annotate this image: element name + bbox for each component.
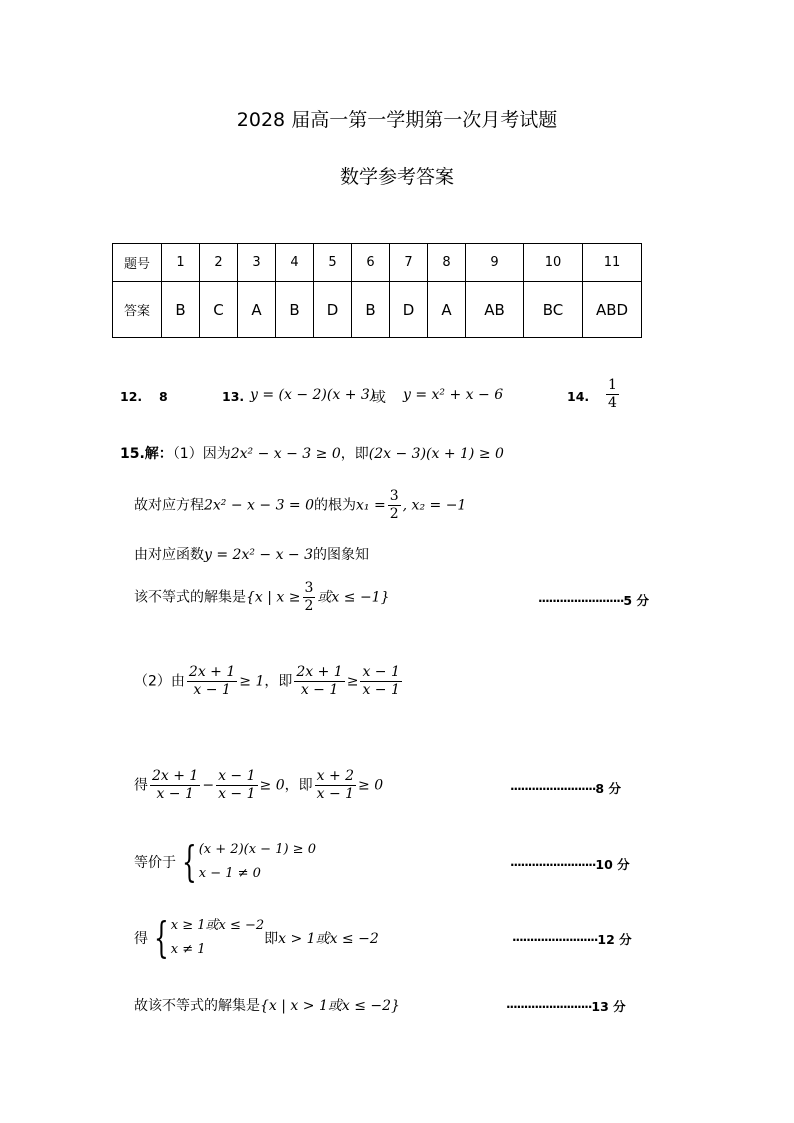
line2-roots-text: 的根为 (314, 497, 357, 514)
q13-label: 13. (222, 389, 245, 404)
score-line-2 (510, 779, 621, 797)
q15-part2-line-3 (134, 838, 316, 886)
dot-leader: ························ (506, 1000, 592, 1014)
minus-sign: − (202, 777, 215, 794)
score-line-1 (538, 591, 649, 609)
line3-end: 的图象知 (313, 547, 370, 563)
score-12: 12 分 (597, 932, 632, 947)
fraction-numerator: 2x + 1 (296, 664, 343, 680)
de-text: 得 (134, 931, 148, 947)
s-ji: 即 (264, 931, 279, 947)
q15-part2-line-1 (134, 664, 404, 699)
q14-label: 14. (567, 389, 590, 404)
table-answer-label: 答案 (113, 282, 162, 338)
set-denominator: 2 (304, 598, 314, 614)
p1-inequality: 2x² − x − 3 ≥ 0 (230, 446, 341, 462)
score-line-4 (512, 930, 632, 948)
answer-cell: D (314, 282, 352, 338)
fraction-denominator: x − 1 (300, 682, 339, 698)
solution-set-a: {x | x ≥ (246, 589, 301, 606)
line2-equation: 2x² − x − 3 = 0 (204, 497, 315, 514)
dot-leader: ························ (538, 594, 624, 608)
q15-part2-line-2 (134, 768, 383, 803)
answer-cell: BC (524, 282, 583, 338)
q14-answer (604, 377, 621, 412)
final-text: 故该不等式的解集是 (134, 998, 260, 1014)
q13-or: 或 (372, 390, 386, 406)
fraction-numerator: x + 2 (316, 768, 355, 784)
answer-cell: B (276, 282, 314, 338)
q15-label: 15.解： (120, 446, 173, 462)
q13-answer-b: y = x² + x − 6 (403, 387, 504, 403)
fraction-denominator: x − 1 (156, 786, 194, 802)
q13-answer-a: y = (x − 2)(x + 3) (250, 387, 376, 403)
left-brace: { (182, 837, 197, 886)
q14-numerator: 1 (608, 377, 617, 393)
answer-cell: ABD (583, 282, 642, 338)
part2-intro: （2）由 (134, 673, 185, 690)
p2-ji: ，即 (264, 673, 293, 690)
q15-part2-line-4 (134, 914, 379, 962)
answer-cell: B (162, 282, 200, 338)
dot-leader: ························ (510, 782, 596, 796)
system-line-1: (x + 2)(x − 1) ≥ 0 (198, 842, 316, 857)
table-header-label: 题号 (113, 244, 162, 282)
answer-table (112, 243, 642, 338)
solution-set-b: 或x ≤ −1} (317, 589, 390, 606)
line3-text: 由对应函数 (134, 547, 204, 563)
x1-denominator: 2 (389, 506, 399, 522)
question-number: 9 (466, 244, 524, 282)
score-10: 10 分 (595, 857, 630, 872)
question-number: 8 (428, 244, 466, 282)
question-number: 7 (390, 244, 428, 282)
question-number: 1 (162, 244, 200, 282)
root-x2: , x₂ = −1 (402, 497, 467, 514)
question-number: 3 (238, 244, 276, 282)
q12-answer: 8 (159, 389, 168, 404)
x1-numerator: 3 (389, 488, 399, 504)
q15-line-2 (134, 488, 466, 523)
p1-factored: (2x − 3)(x + 1) ≥ 0 (368, 446, 504, 462)
answer-cell: A (428, 282, 466, 338)
question-number: 6 (352, 244, 390, 282)
root-x1: x₁ = (356, 497, 386, 514)
question-number: 2 (200, 244, 238, 282)
ge-sign: ≥ (346, 673, 359, 690)
score-5: 5 分 (623, 593, 649, 608)
fraction-denominator: x − 1 (362, 682, 400, 698)
q15-final-line (134, 995, 400, 1015)
question-number: 11 (583, 244, 642, 282)
set-numerator: 3 (304, 580, 314, 596)
fraction-denominator: x − 1 (218, 786, 256, 802)
page-title: 2028 届高一第一学期第一次月考试题 (236, 109, 558, 131)
final-set: {x | x > 1或x ≤ −2} (260, 998, 400, 1014)
answer-cell: C (200, 282, 238, 338)
dot-leader: ························ (510, 858, 596, 872)
q15-line-4 (134, 580, 390, 615)
question-number: 5 (314, 244, 352, 282)
q12-label: 12. (120, 389, 143, 404)
de-text: 得 (134, 777, 148, 794)
system-result: x > 1或x ≤ −2 (278, 931, 379, 947)
ge-zero: ≥ 0 (358, 777, 384, 794)
question-number: 10 (524, 244, 583, 282)
part1-intro: （1）因为 (172, 446, 231, 462)
p1-ji: ，即 (340, 446, 369, 462)
fraction-numerator: 2x + 1 (152, 768, 199, 784)
system-line-2: x − 1 ≠ 0 (198, 866, 261, 881)
q14-denominator: 4 (608, 395, 617, 411)
page-subtitle: 数学参考答案 (339, 166, 454, 188)
ge-zero: ≥ 0 (259, 777, 285, 794)
score-line-5 (506, 997, 626, 1015)
system-line-1: x ≥ 1或x ≤ −2 (170, 918, 265, 933)
fraction-numerator: 2x + 1 (188, 664, 236, 680)
fraction-denominator: x − 1 (316, 786, 355, 802)
system-line-2: x ≠ 1 (170, 942, 206, 957)
left-brace: { (154, 913, 169, 962)
d-ji: ，即 (284, 777, 313, 794)
line2-text: 故对应方程 (134, 497, 204, 514)
q15-line-1 (120, 443, 504, 463)
line4-text: 该不等式的解集是 (134, 589, 246, 606)
score-line-3 (510, 855, 630, 873)
question-number: 4 (276, 244, 314, 282)
q15-line-3 (134, 544, 369, 564)
answer-cell: D (390, 282, 428, 338)
dot-leader: ························ (512, 933, 598, 947)
equivalent-text: 等价于 (134, 855, 176, 871)
answer-cell: A (238, 282, 276, 338)
answer-cell: B (352, 282, 390, 338)
ge-one: ≥ 1 (239, 673, 265, 690)
fraction-numerator: x − 1 (362, 664, 400, 680)
fraction-denominator: x − 1 (193, 682, 231, 698)
score-13: 13 分 (591, 999, 626, 1014)
fraction-numerator: x − 1 (218, 768, 256, 784)
answer-cell: AB (466, 282, 524, 338)
score-8: 8 分 (595, 781, 621, 796)
line3-function: y = 2x² − x − 3 (204, 547, 314, 563)
